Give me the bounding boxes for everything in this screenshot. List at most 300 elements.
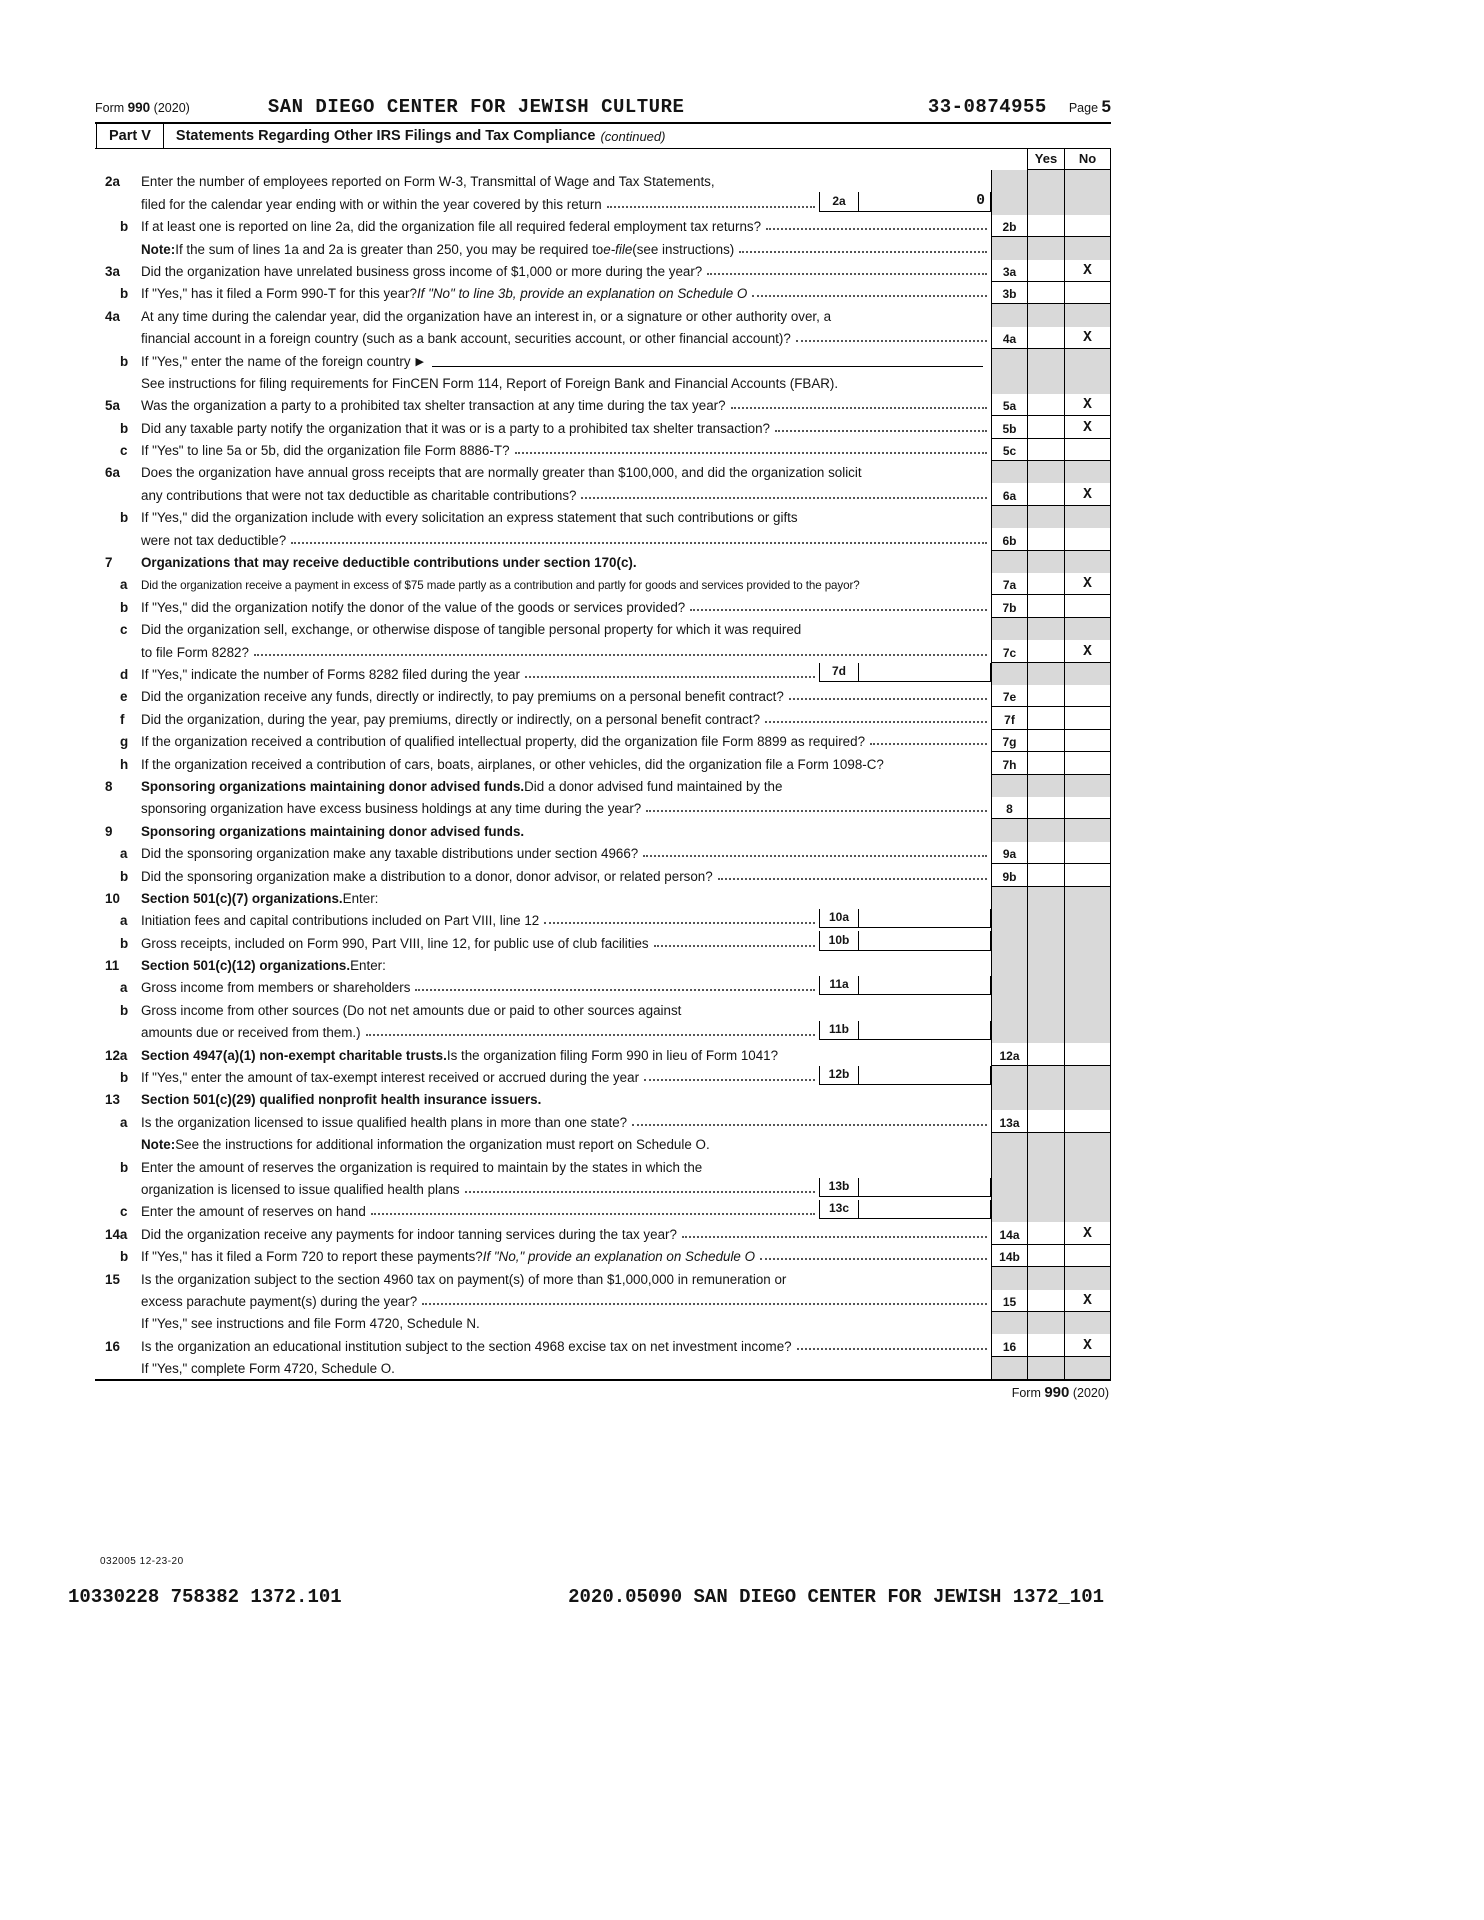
amount-box-label: 13b: [819, 1178, 859, 1197]
form-year: (2020): [153, 101, 190, 115]
form-line: [95, 237, 1111, 259]
yes-answer-cell: [1027, 1088, 1064, 1110]
form-line: [95, 1178, 1111, 1200]
line-number: 6a: [105, 465, 120, 481]
line-number: b: [120, 510, 129, 526]
line-number: [95, 1290, 141, 1312]
form-line-9b: [95, 864, 1111, 886]
yes-answer-cell: [1027, 1155, 1064, 1177]
line-text-segment: Section 501(c)(12) organizations.: [141, 958, 351, 974]
no-answer-cell: [1064, 730, 1111, 752]
yes-answer-cell: [1027, 998, 1064, 1020]
yes-answer-cell: [1027, 394, 1064, 416]
amount-box-10a: [819, 909, 991, 928]
line-code-cell: 13a: [991, 1110, 1027, 1132]
line-text: [141, 506, 991, 528]
yes-no-column-header: [95, 149, 1111, 170]
line-text: [141, 752, 991, 774]
line-code-cell: [991, 1066, 1027, 1088]
line-number: 9: [105, 823, 113, 839]
yes-answer-cell: [1027, 506, 1064, 528]
header-spacer: [95, 149, 1027, 170]
dot-leader: [682, 1236, 987, 1238]
line-text-segment: Did the organization receive any payments for indoor tanning services during the tax year?: [141, 1226, 677, 1242]
amount-box-13c: [819, 1200, 991, 1219]
amount-box-11b: [819, 1021, 991, 1040]
form-line: [95, 506, 1111, 528]
line-number: b: [120, 353, 129, 369]
line-text: [141, 685, 991, 707]
dot-leader: [760, 1258, 987, 1260]
yes-answer-cell: [1027, 1178, 1064, 1200]
line-number: [95, 1312, 141, 1334]
form-line-6b: [95, 528, 1111, 550]
line-number: b: [120, 1249, 129, 1265]
dot-leader: [765, 721, 987, 723]
yes-answer-cell: [1027, 640, 1064, 662]
line-code-cell: 2b: [991, 215, 1027, 237]
line-text-segment: e-file: [603, 241, 633, 257]
dot-leader: [775, 430, 987, 432]
yes-answer-cell: [1027, 752, 1064, 774]
no-answer-cell: [1064, 998, 1111, 1020]
line-text: [141, 215, 991, 237]
line-text-segment: Enter the number of employees reported on Form W-3, Transmittal of Wage and Tax Statements,: [141, 174, 715, 190]
line-text: [141, 237, 991, 259]
yes-answer-cell: [1027, 1357, 1064, 1379]
no-answer-cell: X: [1064, 394, 1111, 416]
line-code-cell: [991, 1178, 1027, 1200]
no-answer-cell: [1064, 618, 1111, 640]
line-text-segment: Is the organization an educational institution subject to the section 4968 excise tax on net investment income?: [141, 1338, 792, 1354]
line-text-segment: excess parachute payment(s) during the year?: [141, 1293, 418, 1309]
line-code-cell: [991, 1021, 1027, 1043]
line-number: e: [120, 689, 128, 705]
no-answer-cell: [1064, 551, 1111, 573]
line-text: [141, 394, 991, 416]
line-number: 8: [105, 778, 113, 794]
line-code-cell: 4a: [991, 327, 1027, 349]
form-line: [95, 909, 1111, 931]
yes-answer-cell: [1027, 372, 1064, 394]
no-answer-cell: [1064, 215, 1111, 237]
no-answer-cell: [1064, 1155, 1111, 1177]
yes-answer-cell: [1027, 327, 1064, 349]
part-v-label: Part V: [96, 124, 164, 148]
form-line-9a: [95, 842, 1111, 864]
line-code-cell: [991, 998, 1027, 1020]
batch-id-left: 10330228 758382 1372.101: [68, 1586, 342, 1608]
line-text: [141, 1088, 991, 1110]
line-code-cell: [991, 349, 1027, 371]
line-text: [141, 1357, 991, 1379]
amount-box-value: [859, 1066, 991, 1085]
no-answer-cell: [1064, 304, 1111, 326]
no-answer-cell: [1064, 1357, 1111, 1379]
right-pointer-icon: ▶: [415, 355, 425, 368]
line-code-cell: [991, 1155, 1027, 1177]
line-number: [95, 1021, 141, 1043]
line-number: b: [120, 599, 129, 615]
yes-answer-cell: [1027, 663, 1064, 685]
batch-id-right: 2020.05090 SAN DIEGO CENTER FOR JEWISH 1372_101: [568, 1586, 1104, 1608]
line-code-cell: 5b: [991, 416, 1027, 438]
form-line: [95, 1088, 1111, 1110]
page-number: [1069, 97, 1111, 117]
line-text-segment: If at least one is reported on line 2a, did the organization file all required federal employment tax returns?: [141, 219, 762, 235]
no-answer-cell: [1064, 909, 1111, 931]
no-answer-cell: [1064, 595, 1111, 617]
part-v-title: [176, 124, 666, 148]
line-text: [141, 1222, 991, 1244]
amount-box-label: 10b: [819, 931, 859, 950]
line-text: [141, 1334, 991, 1356]
yes-answer-cell: [1027, 260, 1064, 282]
line-number: b: [120, 219, 129, 235]
yes-answer-cell: [1027, 954, 1064, 976]
dot-leader: [254, 654, 987, 656]
yes-answer-cell: [1027, 304, 1064, 326]
line-text-segment: Did any taxable party notify the organization that it was or is a party to a prohibited tax shelter transaction?: [141, 420, 770, 436]
form-990-page: [95, 96, 1111, 1401]
line-number: c: [120, 443, 128, 459]
line-text-segment: any contributions that were not tax deductible as charitable contributions?: [141, 487, 577, 503]
line-text: [141, 551, 991, 573]
yes-answer-cell: [1027, 215, 1064, 237]
form-line: [95, 304, 1111, 326]
line-code-cell: 7b: [991, 595, 1027, 617]
line-code-cell: [991, 1357, 1027, 1379]
no-answer-cell: [1064, 1110, 1111, 1132]
form-line-15: [95, 1290, 1111, 1312]
yes-answer-cell: [1027, 909, 1064, 931]
line-code-cell: 7a: [991, 573, 1027, 595]
line-text-segment: If the sum of lines 1a and 2a is greater than 250, you may be required to: [175, 241, 604, 257]
dot-leader: [644, 1079, 815, 1081]
yes-answer-cell: [1027, 685, 1064, 707]
yes-answer-cell: [1027, 1200, 1064, 1222]
no-answer-cell: [1064, 1021, 1111, 1043]
dot-leader: [797, 1348, 987, 1350]
form-line: [95, 775, 1111, 797]
line-code-cell: 12a: [991, 1043, 1027, 1065]
form-line: [95, 192, 1111, 214]
line-number: b: [120, 868, 129, 884]
amount-box-label: 11a: [819, 976, 859, 995]
yes-answer-cell: [1027, 461, 1064, 483]
yes-answer-cell: [1027, 819, 1064, 841]
yes-answer-cell: [1027, 1267, 1064, 1289]
yes-answer-cell: [1027, 842, 1064, 864]
form-line: [95, 1133, 1111, 1155]
print-code: 032005 12-23-20: [100, 1556, 184, 1567]
no-answer-cell: [1064, 1267, 1111, 1289]
no-answer-cell: [1064, 439, 1111, 461]
dot-leader: [752, 295, 987, 297]
line-code-cell: [991, 931, 1027, 953]
dot-leader: [415, 989, 815, 991]
form-line-2b: [95, 215, 1111, 237]
dot-leader: [646, 810, 987, 812]
line-number: 12a: [105, 1047, 128, 1063]
line-number: 5a: [105, 398, 120, 414]
no-answer-cell: [1064, 663, 1111, 685]
line-number: 10: [105, 890, 120, 906]
footer-form-word: Form: [1011, 1386, 1041, 1401]
line-code-cell: 16: [991, 1334, 1027, 1356]
line-text-segment: (see instructions): [632, 241, 735, 257]
dot-leader: [731, 407, 987, 409]
line-code-cell: 7c: [991, 640, 1027, 662]
form-line-14a: [95, 1222, 1111, 1244]
amount-box-value: [859, 1178, 991, 1197]
form-line: [95, 1155, 1111, 1177]
line-text-segment: Did the organization receive any funds, directly or indirectly, to pay premiums on a personal benefit contract?: [141, 689, 784, 705]
line-text-segment: Note:: [141, 241, 176, 257]
form-line-5a: [95, 394, 1111, 416]
line-code-cell: [991, 954, 1027, 976]
part-v-continued: (continued): [600, 128, 666, 144]
line-code-cell: 5c: [991, 439, 1027, 461]
form-line-7f: [95, 707, 1111, 729]
no-answer-cell: X: [1064, 260, 1111, 282]
line-text-segment: If "Yes," has it filed a Form 720 to report these payments?: [141, 1249, 483, 1265]
form-line-7e: [95, 685, 1111, 707]
line-code-cell: [991, 237, 1027, 259]
line-text: [141, 1133, 991, 1155]
yes-answer-cell: [1027, 1043, 1064, 1065]
yes-column-header: Yes: [1027, 149, 1064, 170]
line-code-cell: [991, 1133, 1027, 1155]
form-line: [95, 349, 1111, 371]
line-number: [95, 327, 141, 349]
form-id-label: [95, 100, 190, 115]
ein-number: 33-0874955: [927, 96, 1047, 118]
yes-answer-cell: [1027, 528, 1064, 550]
line-code-cell: [991, 461, 1027, 483]
line-text: [141, 483, 991, 505]
line-text: [141, 842, 991, 864]
line-number: 4a: [105, 308, 120, 324]
line-text-segment: Does the organization have annual gross receipts that are normally greater than $100,000, and did the organization solicit: [141, 465, 862, 481]
line-text-segment: Sponsoring organizations maintaining donor advised funds.: [141, 778, 525, 794]
line-number: 7: [105, 555, 113, 571]
line-code-cell: 7g: [991, 730, 1027, 752]
line-text: [141, 663, 991, 685]
line-code-cell: 3a: [991, 260, 1027, 282]
line-text-segment: If "Yes," indicate the number of Forms 8282 filed during the year: [141, 666, 520, 682]
line-text-segment: If "No," provide an explanation on Schedule O: [482, 1249, 756, 1265]
dot-leader: [515, 452, 987, 454]
yes-answer-cell: [1027, 1334, 1064, 1356]
form-line-16: [95, 1334, 1111, 1356]
form-line: [95, 170, 1111, 192]
no-answer-cell: X: [1064, 416, 1111, 438]
line-code-cell: [991, 887, 1027, 909]
no-answer-cell: [1064, 1133, 1111, 1155]
no-answer-cell: [1064, 819, 1111, 841]
form-line-7g: [95, 730, 1111, 752]
line-text: [141, 170, 991, 192]
form-line: [95, 551, 1111, 573]
line-code-cell: [991, 304, 1027, 326]
no-answer-cell: [1064, 349, 1111, 371]
line-text-segment: Section 501(c)(7) organizations.: [141, 890, 343, 906]
line-text: [141, 1021, 991, 1043]
line-text-segment: were not tax deductible?: [141, 532, 287, 548]
line-text-segment: At any time during the calendar year, did the organization have an interest in, or a signature or other authority over, a: [141, 308, 832, 324]
line-text-segment: Section 501(c)(29) qualified nonprofit health insurance issuers.: [141, 1092, 542, 1108]
no-answer-cell: [1064, 1043, 1111, 1065]
line-text: [141, 372, 991, 394]
line-text-segment: Gross receipts, included on Form 990, Part VIII, line 12, for public use of club facilities: [141, 935, 649, 951]
dot-leader: [870, 743, 987, 745]
yes-answer-cell: [1027, 775, 1064, 797]
line-text: [141, 1200, 991, 1222]
amount-box-label: 10a: [819, 909, 859, 928]
line-text: [141, 260, 991, 282]
yes-answer-cell: [1027, 439, 1064, 461]
line-number: 14a: [105, 1226, 128, 1242]
form-word: Form: [95, 101, 125, 115]
yes-answer-cell: [1027, 1021, 1064, 1043]
amount-box-7d: [819, 663, 991, 682]
line-text: [141, 349, 991, 371]
amount-box-value: [859, 909, 991, 928]
form-line-4a: [95, 327, 1111, 349]
line-text-segment: If "Yes" to line 5a or 5b, did the organization file Form 8886-T?: [141, 443, 510, 459]
line-text: [141, 573, 991, 595]
line-text-segment: to file Form 8282?: [141, 644, 249, 660]
amount-box-label: 11b: [819, 1021, 859, 1040]
no-answer-cell: X: [1064, 1290, 1111, 1312]
page-header: [95, 96, 1111, 122]
no-answer-cell: [1064, 1245, 1111, 1267]
line-number: 2a: [105, 174, 120, 190]
part-v-title-text: Statements Regarding Other IRS Filings and Tax Compliance: [175, 128, 596, 144]
line-text: [141, 640, 991, 662]
amount-box-value: 0: [859, 192, 991, 211]
amount-box-value: [859, 931, 991, 950]
line-text-segment: sponsoring organization have excess business holdings at any time during the year?: [141, 801, 642, 817]
line-text: [141, 998, 991, 1020]
line-text-segment: Initiation fees and capital contributions included on Part VIII, line 12: [141, 913, 540, 929]
line-number: [95, 372, 141, 394]
line-text-segment: Did the organization sell, exchange, or otherwise dispose of tangible personal property for which it was required: [141, 622, 802, 638]
line-text-segment: If "Yes," complete Form 4720, Schedule O.: [141, 1361, 395, 1377]
dot-leader: [544, 922, 815, 924]
amount-box-label: 12b: [819, 1066, 859, 1085]
line-code-cell: 9a: [991, 842, 1027, 864]
no-answer-cell: [1064, 1200, 1111, 1222]
yes-answer-cell: [1027, 1312, 1064, 1334]
line-code-cell: [991, 1267, 1027, 1289]
no-answer-cell: X: [1064, 640, 1111, 662]
line-text-segment: Is the organization filing Form 990 in lieu of Form 1041?: [446, 1047, 779, 1063]
yes-answer-cell: [1027, 1245, 1064, 1267]
form-line: [95, 1357, 1111, 1379]
no-answer-cell: [1064, 775, 1111, 797]
no-answer-cell: [1064, 707, 1111, 729]
form-number: 990: [127, 100, 151, 115]
line-code-cell: [991, 506, 1027, 528]
line-text: [141, 1312, 991, 1334]
line-text-segment: Did the organization, during the year, pay premiums, directly or indirectly, on a personal benefit contract?: [141, 711, 761, 727]
no-answer-cell: X: [1064, 573, 1111, 595]
line-text-segment: Did a donor advised fund maintained by the: [524, 778, 783, 794]
line-number: 3a: [105, 263, 120, 279]
yes-answer-cell: [1027, 573, 1064, 595]
form-line: [95, 819, 1111, 841]
line-text-segment: Did the organization have unrelated business gross income of $1,000 or more during the year?: [141, 263, 703, 279]
form-line-12a: [95, 1043, 1111, 1065]
line-text-segment: Did the sponsoring organization make any taxable distributions under section 4966?: [141, 846, 639, 862]
line-text-segment: Was the organization a party to a prohibited tax shelter transaction at any time during the tax year?: [141, 398, 726, 414]
form-line: [95, 618, 1111, 640]
form-line-6a: [95, 483, 1111, 505]
line-text: [141, 1043, 991, 1065]
line-text-segment: If "Yes," enter the name of the foreign country: [141, 353, 411, 369]
line-number: [95, 528, 141, 550]
line-text: [141, 416, 991, 438]
no-answer-cell: [1064, 372, 1111, 394]
form-line: [95, 461, 1111, 483]
dot-leader: [643, 855, 987, 857]
line-text-segment: If "Yes," see instructions and file Form 4720, Schedule N.: [141, 1316, 480, 1332]
dot-leader: [581, 497, 987, 499]
no-answer-cell: [1064, 685, 1111, 707]
line-text: [141, 439, 991, 461]
line-text: [141, 864, 991, 886]
form-line: [95, 1200, 1111, 1222]
form-line-3a: [95, 260, 1111, 282]
form-line-7h: [95, 752, 1111, 774]
no-answer-cell: [1064, 1178, 1111, 1200]
yes-answer-cell: [1027, 349, 1064, 371]
dot-leader: [366, 1034, 815, 1036]
footer-form-year: (2020): [1072, 1386, 1109, 1401]
line-text-segment: Enter:: [342, 890, 379, 906]
line-code-cell: 7f: [991, 707, 1027, 729]
no-answer-cell: [1064, 752, 1111, 774]
form-line-5b: [95, 416, 1111, 438]
line-text-segment: See the instructions for additional information the organization must report on Schedule O.: [175, 1137, 710, 1153]
yes-answer-cell: [1027, 192, 1064, 214]
no-answer-cell: [1064, 528, 1111, 550]
line-code-cell: 3b: [991, 282, 1027, 304]
line-text-segment: Sponsoring organizations maintaining donor advised funds.: [141, 823, 525, 839]
line-text-segment: Is the organization subject to the section 4960 tax on payment(s) of more than $1,000,000 in remuneration or: [141, 1271, 787, 1287]
line-text: [141, 819, 991, 841]
no-answer-cell: [1064, 170, 1111, 192]
form-line: [95, 998, 1111, 1020]
line-code-cell: [991, 976, 1027, 998]
line-number: b: [120, 286, 129, 302]
yes-answer-cell: [1027, 282, 1064, 304]
line-text: [141, 797, 991, 819]
no-answer-cell: X: [1064, 327, 1111, 349]
line-number: a: [120, 913, 128, 929]
line-number: 11: [105, 958, 120, 974]
no-answer-cell: [1064, 461, 1111, 483]
line-text: [141, 1245, 991, 1267]
line-text-segment: Section 4947(a)(1) non-exempt charitable trusts.: [141, 1047, 447, 1063]
line-text-segment: Gross income from other sources (Do not net amounts due or paid to other sources against: [141, 1002, 682, 1018]
line-text: [141, 730, 991, 752]
line-text-segment: Enter the amount of reserves on hand: [141, 1204, 366, 1220]
yes-answer-cell: [1027, 170, 1064, 192]
line-number: [95, 1357, 141, 1379]
